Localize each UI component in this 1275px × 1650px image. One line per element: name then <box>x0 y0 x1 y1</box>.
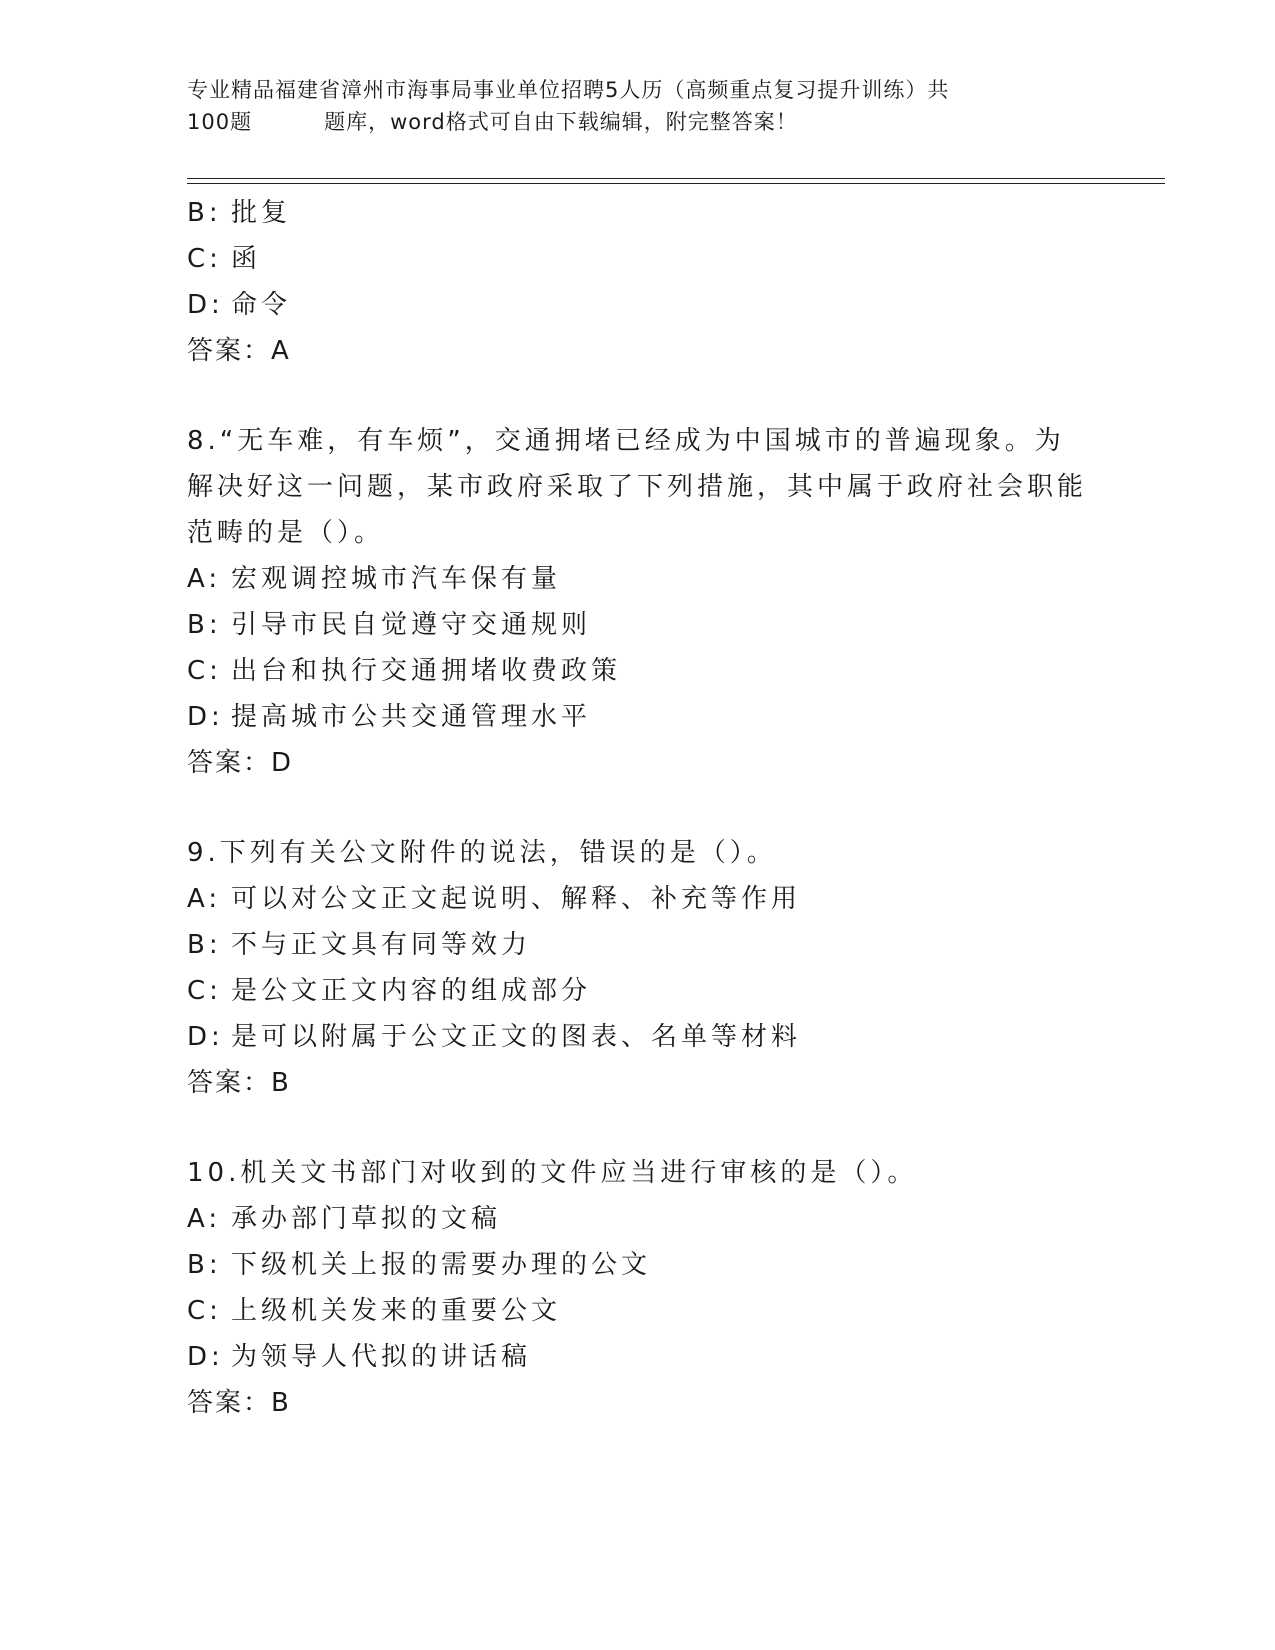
question-text: 9.下列有关公文附件的说法，错误的是（）。 <box>187 838 777 868</box>
question-9 <box>187 830 1087 1106</box>
question-7-tail <box>187 190 1087 374</box>
question-list <box>187 190 1087 1426</box>
answer: 答案：B <box>187 1068 291 1098</box>
option-b: B: 不与正文具有同等效力 <box>187 930 532 960</box>
question-10 <box>187 1150 1087 1426</box>
header-divider-top <box>187 178 1165 179</box>
answer: 答案：D <box>187 748 294 778</box>
question-text: 10.机关文书部门对收到的文件应当进行审核的是（）。 <box>187 1158 918 1188</box>
answer: 答案：B <box>187 1388 291 1418</box>
header-divider-bottom <box>187 183 1165 184</box>
option-d: D: 提高城市公共交通管理水平 <box>187 702 592 732</box>
answer: 答案：A <box>187 336 291 366</box>
option-d: D: 命令 <box>187 290 292 320</box>
page-header <box>187 74 1067 138</box>
option-c: C: 是公文正文内容的组成部分 <box>187 976 592 1006</box>
option-a: A: 承办部门草拟的文稿 <box>187 1204 502 1234</box>
header-line-2-count: 100题 <box>187 110 253 134</box>
option-c: C: 函 <box>187 244 262 274</box>
header-line-2 <box>187 106 1067 138</box>
question-8 <box>187 418 1087 786</box>
option-c: C: 上级机关发来的重要公文 <box>187 1296 562 1326</box>
option-d: D: 是可以附属于公文正文的图表、名单等材料 <box>187 1022 802 1052</box>
option-b: B: 引导市民自觉遵守交通规则 <box>187 610 592 640</box>
header-line-1: 专业精品福建省漳州市海事局事业单位招聘5人历（高频重点复习提升训练）共 <box>187 78 950 102</box>
question-text: 8.“无车难，有车烦”，交通拥堵已经成为中国城市的普遍现象。为 解决好这一问题，某市政府采取了下列措施，其中属于政府社会职能 范畴的是（）。 <box>187 426 1088 548</box>
option-b: B: 批复 <box>187 198 292 228</box>
option-d: D: 为领导人代拟的讲话稿 <box>187 1342 532 1372</box>
option-c: C: 出台和执行交通拥堵收费政策 <box>187 656 622 686</box>
option-a: A: 可以对公文正文起说明、解释、补充等作用 <box>187 884 802 914</box>
option-a: A: 宏观调控城市汽车保有量 <box>187 564 562 594</box>
option-b: B: 下级机关上报的需要办理的公文 <box>187 1250 652 1280</box>
header-line-2-text: 题库，word格式可自由下载编辑，附完整答案！ <box>324 110 798 134</box>
